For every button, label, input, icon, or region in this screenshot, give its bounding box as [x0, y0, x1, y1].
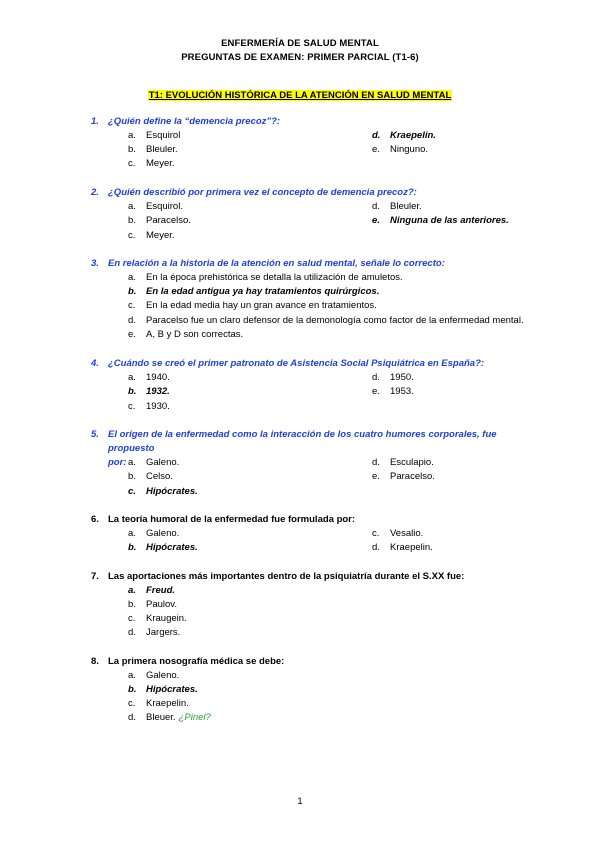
option-3a — [128, 271, 403, 285]
option-letter: c. — [128, 401, 136, 412]
option-letter: a. — [128, 670, 136, 681]
option-8d — [128, 711, 211, 725]
option-letter: a. — [128, 457, 136, 468]
question-text-line1: El origen de la enfermedad como la interacción de los cuatro humores corporales, fue propuesto — [108, 429, 497, 454]
option-letter: a. — [128, 585, 136, 596]
option-text: Paracelso fue un claro defensor de la demonología como factor de la enfermedad mental. — [146, 315, 524, 326]
page-number: 1 — [297, 796, 303, 807]
option-text: Kraepelin. — [390, 542, 433, 553]
option-4d — [372, 371, 414, 385]
option-5b — [128, 470, 173, 484]
option-text: Esquirol. — [146, 201, 183, 212]
question-text: ¿Quién describió por primera vez el concepto de demencia precoz?: — [108, 187, 417, 198]
option-letter: e. — [372, 471, 380, 482]
option-7b — [128, 598, 177, 612]
option-6b — [128, 541, 198, 555]
option-2a — [128, 200, 183, 214]
option-letter: a. — [128, 272, 136, 283]
option-5a — [128, 456, 179, 470]
question-text-line2: por: — [108, 457, 127, 468]
option-1b — [128, 143, 178, 157]
annotation-note: ¿Pinel? — [178, 712, 211, 723]
option-text: Paulov. — [146, 599, 177, 610]
option-letter: a. — [128, 372, 136, 383]
option-2b — [128, 214, 191, 228]
option-3b — [128, 285, 379, 299]
option-7d — [128, 626, 180, 640]
document-subtitle: PREGUNTAS DE EXAMEN: PRIMER PARCIAL (T1-6) — [181, 52, 419, 63]
option-letter: e. — [372, 215, 380, 226]
option-text: Esculapio. — [390, 457, 434, 468]
option-2d — [372, 200, 422, 214]
option-letter: e. — [128, 329, 136, 340]
option-text: Hipócrates. — [146, 486, 198, 497]
option-8a — [128, 669, 179, 683]
option-text: Meyer. — [146, 158, 175, 169]
question-6 — [91, 513, 531, 527]
option-letter: d. — [372, 542, 380, 553]
option-letter: b. — [128, 286, 137, 297]
option-text: 1940. — [146, 372, 170, 383]
option-letter: a. — [128, 528, 136, 539]
option-letter: e. — [372, 144, 380, 155]
question-number: 6. — [91, 514, 99, 525]
option-7a — [128, 584, 175, 598]
option-letter: d. — [128, 315, 136, 326]
option-text: Galeno. — [146, 457, 180, 468]
question-1 — [91, 115, 531, 129]
question-3 — [91, 257, 531, 271]
question-text: Las aportaciones más importantes dentro de la psiquiatría durante el S.XX fue: — [108, 571, 465, 582]
question-7 — [91, 570, 531, 584]
option-1a — [128, 129, 180, 143]
option-text: Jargers. — [146, 627, 181, 638]
option-8b — [128, 683, 198, 697]
option-letter: b. — [128, 599, 136, 610]
option-letter: d. — [372, 201, 380, 212]
option-3d — [128, 314, 524, 328]
option-text: Ninguno. — [390, 144, 429, 155]
option-6c — [372, 527, 423, 541]
section-title: T1: EVOLUCIÓN HISTÓRICA DE LA ATENCIÓN EN SALUD MENTAL — [148, 90, 452, 101]
question-number: 7. — [91, 571, 99, 582]
option-letter: c. — [372, 528, 380, 539]
option-letter: b. — [128, 144, 136, 155]
question-text: ¿Quién define la “demencia precoz”?: — [108, 116, 281, 127]
question-text: La primera nosografía médica se debe: — [108, 656, 285, 667]
option-4a — [128, 371, 170, 385]
option-1e — [372, 143, 428, 157]
option-letter: b. — [128, 684, 137, 695]
option-letter: c. — [128, 300, 136, 311]
option-letter: b. — [128, 215, 136, 226]
option-text: Hipócrates. — [146, 684, 198, 695]
option-text: Galeno. — [146, 528, 180, 539]
question-number: 8. — [91, 656, 99, 667]
option-text: En la edad media hay un gran avance en tratamientos. — [146, 300, 377, 311]
option-text: 1930. — [146, 401, 170, 412]
option-letter: b. — [128, 542, 137, 553]
option-text: Paracelso. — [390, 471, 435, 482]
option-text: Paracelso. — [146, 215, 191, 226]
option-text: Vesalio. — [390, 528, 424, 539]
question-4 — [91, 357, 531, 371]
option-text: Kraepelin. — [146, 698, 189, 709]
option-letter: d. — [372, 130, 381, 141]
option-letter: e. — [372, 386, 380, 397]
option-text: Kraepelin. — [390, 130, 436, 141]
option-text: 1953. — [390, 386, 414, 397]
question-text: En relación a la historia de la atención en salud mental, señale lo correcto: — [108, 258, 445, 269]
option-text: A, B y D son correctas. — [146, 329, 244, 340]
option-letter: b. — [128, 471, 136, 482]
question-text: ¿Cuándo se creó el primer patronato de Asistencia Social Psiquiátrica en España?: — [108, 358, 485, 369]
option-5e — [372, 470, 435, 484]
option-text: Bleuler. — [146, 144, 178, 155]
option-1d — [372, 129, 436, 143]
option-2e — [372, 214, 509, 228]
option-text: Hipócrates. — [146, 542, 198, 553]
section-heading-wrap — [0, 85, 600, 103]
question-number: 4. — [91, 358, 99, 369]
option-letter: a. — [128, 201, 136, 212]
option-7c — [128, 612, 187, 626]
option-3c — [128, 299, 377, 313]
option-6d — [372, 541, 433, 555]
option-4e — [372, 385, 414, 399]
question-2 — [91, 186, 531, 200]
option-8c — [128, 697, 189, 711]
option-1c — [128, 157, 175, 171]
option-text: Galeno. — [146, 670, 180, 681]
question-number: 2. — [91, 187, 99, 198]
option-text: Celso. — [146, 471, 173, 482]
option-text: Esquirol — [146, 130, 181, 141]
option-text: En la edad antigua ya hay tratamientos quirúrgicos. — [146, 286, 380, 297]
option-3e — [128, 328, 243, 342]
option-text: Bleuer. — [146, 712, 176, 723]
option-letter: d. — [372, 372, 380, 383]
option-5d — [372, 456, 434, 470]
option-letter: c. — [128, 230, 136, 241]
option-text: Meyer. — [146, 230, 175, 241]
option-letter: d. — [372, 457, 380, 468]
option-4b — [128, 385, 170, 399]
question-8 — [91, 655, 531, 669]
option-letter: c. — [128, 613, 136, 624]
question-number: 3. — [91, 258, 99, 269]
option-text: En la época prehistórica se detalla la utilización de amuletos. — [146, 272, 403, 283]
option-text: 1932. — [146, 386, 170, 397]
option-letter: c. — [128, 486, 136, 497]
question-number: 1. — [91, 116, 99, 127]
option-letter: d. — [128, 712, 136, 723]
option-letter: a. — [128, 130, 136, 141]
option-text: Ninguna de las anteriores. — [390, 215, 509, 226]
option-letter: b. — [128, 386, 137, 397]
option-2c — [128, 229, 175, 243]
option-4c — [128, 400, 170, 414]
option-letter: d. — [128, 627, 136, 638]
option-letter: c. — [128, 698, 136, 709]
option-text: Bleuler. — [390, 201, 422, 212]
option-6a — [128, 527, 179, 541]
question-number: 5. — [91, 429, 99, 440]
question-text: La teoría humoral de la enfermedad fue formulada por: — [108, 514, 356, 525]
option-text: Kraugein. — [146, 613, 187, 624]
option-letter: c. — [128, 158, 136, 169]
option-5c — [128, 485, 198, 499]
option-text: Freud. — [146, 585, 176, 596]
option-text: 1950. — [390, 372, 414, 383]
document-title: ENFERMERÍA DE SALUD MENTAL — [221, 38, 379, 49]
